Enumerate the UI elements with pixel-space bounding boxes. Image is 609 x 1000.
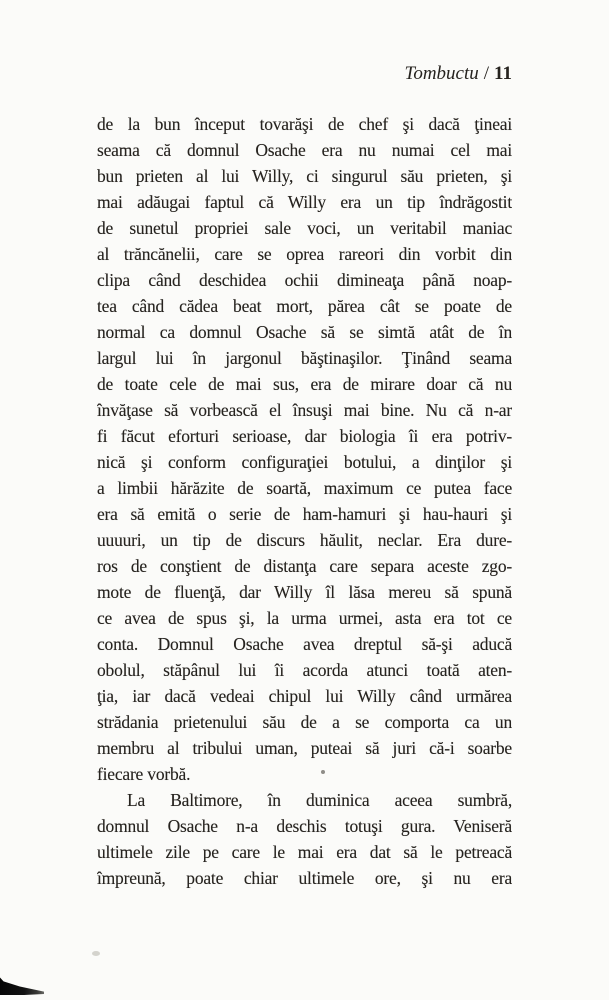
text-line: era să emită o serie de ham-hamuri şi hau-hauri şi bbox=[97, 504, 512, 524]
text-line: ros de conştient de distanţa care separa aceste zgo- bbox=[97, 556, 512, 576]
text-line: învăţase să vorbească el însuşi mai bine. Nu că n-ar bbox=[97, 400, 512, 420]
text-line: seama că domnul Osache era nu numai cel mai bbox=[97, 140, 512, 160]
text-line: ultimele zile pe care le mai era dat să le petreacă bbox=[97, 842, 512, 862]
text-line: mai adăugai faptul că Willy era un tip îndrăgostit bbox=[97, 192, 512, 212]
text-line: domnul Osache n-a deschis totuşi gura. Veniseră bbox=[97, 816, 512, 836]
text-line: fi făcut eforturi serioase, dar biologia îi era potriv- bbox=[97, 426, 512, 446]
text-line: de la bun început tovarăşi de chef şi dacă ţineai bbox=[97, 114, 512, 134]
text-line: obolul, stăpânul lui îi acorda atunci toată aten- bbox=[97, 660, 512, 680]
ink-speck bbox=[92, 951, 100, 956]
text-line: mote de fluenţă, dar Willy îl lăsa mereu să spună bbox=[97, 582, 512, 602]
text-line: fiecare vorbă. bbox=[97, 764, 191, 784]
text-line: conta. Domnul Osache avea dreptul să-şi aducă bbox=[97, 634, 512, 654]
running-header bbox=[97, 62, 512, 86]
text-line: tea când cădea beat mort, părea cât se poate de bbox=[97, 296, 512, 316]
text-line: bun prieten al lui Willy, ci singurul său prieten, şi bbox=[97, 166, 512, 186]
text-line: uuuuri, un tip de discurs hăulit, neclar. Era dure- bbox=[97, 530, 512, 550]
text-line: normal ca domnul Osache să se simtă atât de în bbox=[97, 322, 512, 342]
text-line: al trăncănelii, care se oprea rareori din vorbit din bbox=[97, 244, 512, 264]
scan-smudge-corner bbox=[0, 976, 44, 995]
ink-speck bbox=[321, 770, 325, 774]
text-line: largul lui în jargonul băştinaşilor. Ţinând seama bbox=[97, 348, 512, 368]
header-book-title: Tombuctu bbox=[404, 63, 479, 84]
text-line: nică şi conform configuraţiei botului, a dinţilor şi bbox=[97, 452, 512, 472]
text-line: de sunetul propriei sale voci, un veritabil maniac bbox=[97, 218, 512, 238]
text-line: de toate cele de mai sus, era de mirare doar că nu bbox=[97, 374, 512, 394]
text-line: membru al tribului uman, puteai să juri că-i soarbe bbox=[97, 738, 512, 758]
text-line: clipa când deschidea ochii dimineaţa până noap- bbox=[97, 270, 512, 290]
text-line: împreună, poate chiar ultimele ore, şi nu era bbox=[97, 868, 512, 888]
text-line: La Baltimore, în duminica aceea sumbră, bbox=[127, 790, 512, 810]
text-line: ţia, iar dacă vedeai chipul lui Willy când urmărea bbox=[97, 686, 512, 706]
header-separator: / bbox=[483, 63, 490, 84]
text-line: ce avea de spus şi, la urma urmei, asta era tot ce bbox=[97, 608, 512, 628]
paragraph-1 bbox=[97, 111, 512, 787]
header-page-number: 11 bbox=[494, 63, 512, 84]
body-text bbox=[97, 111, 512, 891]
paragraph-2 bbox=[97, 787, 512, 891]
text-line: a limbii hărăzite de soartă, maximum ce putea face bbox=[97, 478, 512, 498]
text-line: strădania prietenului său de a se comporta ca un bbox=[97, 712, 512, 732]
